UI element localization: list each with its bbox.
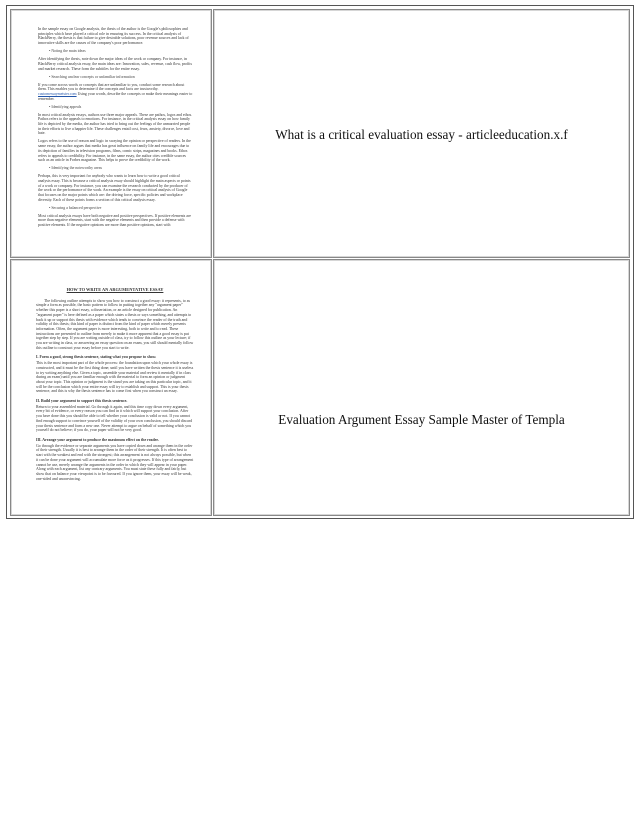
bullet-item: • Identifying the noteworthy areas xyxy=(49,166,193,171)
thumbnail-caption[interactable]: Evaluation Argument Essay Sample Master of Templa xyxy=(278,412,565,427)
caption-cell-1[interactable] xyxy=(213,9,630,258)
document-title: HOW TO WRITE AN ARGUMENTATIVE ESSAY xyxy=(66,287,164,292)
section-heading: II. Build your argument to support this thesis sentence. xyxy=(36,399,128,404)
document-page xyxy=(38,27,193,231)
thumbnail-grid xyxy=(6,5,634,519)
paragraph: Return to your assembled material. Go through it again, and this time copy down every argument, every bit of evidence, or every reason you can find in it which will support your conclusion. After you have done this you should be able to tell whether your conclusion is valid or not. If you cannot find enough support to convince yourself of the validity of your own conclusion, you should discard your thesis sentence and form a new one. Never attempt to argue on behalf of something which you yourself do not believe; if you do, your paper will not be very good. xyxy=(36,404,193,433)
thumbnail-critical-analysis-page[interactable] xyxy=(10,9,212,258)
paragraph: Go through the evidence or separate arguments you have copied down and arrange them in the order of their strength. Usually it is best to arrange them in the order of their strength. It is often best to start with the weakest and end with the strongest; this arrangement is not always possible, but when it can be done your argument will accumulate more force as it progresses. If this type of arrangement cannot be use, merely arrange the arguments in the order in which they will appear in your paper. Along with each argument, list any contrary arguments. You must state these fully and fairly, but show that on balance your viewpoint is to be favoured. If you ignore them, your essay will be weak, one-sided and unconvincing. xyxy=(36,443,194,481)
source-link[interactable]: customessaymeister.com xyxy=(38,91,77,96)
thumbnail-caption[interactable]: What is a critical evaluation essay - articleeducation.x.f xyxy=(275,127,568,142)
paragraph-text: If you come across words or concepts that are unfamiliar to you, conduct some research about them. This enables you to determine if the concepts and facts are trustworthy. xyxy=(38,82,185,92)
paragraph: Logos refers to the use of reason and logic in swaying the opinion or perspective of readers. In the same essay, the author argues that media has great influence on family life and encourages due to its depiction of families in television programs, films, comic strips, magazines and books. Ethos refers to appeals to credibility. For instance, in the same essay, the author cites credible sources such as an article in Forbes magazine. This helps to prove the credibility of the work. xyxy=(38,139,191,163)
section-heading: I. Form a good, strong thesis sentence, stating what you propose to show. xyxy=(36,355,157,360)
bullet-item: • Noting the main ideas xyxy=(49,49,193,54)
bullet-item: • Securing a balanced perspective xyxy=(49,206,193,211)
paragraph: Perhaps, this is very important for anybody who wants to learn how to write a good critical analysis essay. This is because a critical analysis essay should highlight the main aspects or points of a work or company. For instance, you can examine the research conducted by the producer of the work or the performance of the work. An example is the essay on critical analysis of Google that focuses on the major points which are: the driving force, specific policies and workplace diversity. Each of these points forms a section of this critical analysis essay. xyxy=(38,174,191,202)
bullet-item: • Searching unclear concepts or unfamiliar information xyxy=(49,75,193,80)
paragraph: This is the most important part of the whole process: the foundation upon which your whole essay is constructed, and it must be the first thing done; until you have written the thesis sentence it is useless to try writing anything else. Given a topic, assemble your material and review it mentally if in class during an exam) until you are familiar enough with the material to form an opinion or judgment about your topic. This opinion or judgment is the stand you are taking on this particular topic, and it will be the conclusion which your entire essay will try to establish and support. This is your thesis sentence, and this is why the thesis sentence has to come first when you construct an essay. xyxy=(36,361,194,394)
bullet-item: • Identifying appeals xyxy=(49,105,193,110)
paragraph: The following outline attempts to show you how to construct a good essay: it represents, to as simple a form as possible, the basic pattern to follow in putting together any "argument paper" whether this paper is a short essay, a dissertation, or an article designed for publication. An "argument paper" is here defined as a paper which states a thesis or says something, and attempts to back it up or support this thesis with evidence which tends to convince the reader of the truth and validity of this thesis; this kind of paper is distinct from the kind of paper which merely presents information. Often, the argument paper is more interesting, both to write and to read. These instructions are presented to outline from merely to make it more apparent that a good essay is put together step by step. If you are writing outside of class, try to follow this outline as your lecture; if you are writing in class, or answering an essay question on an exam, you still should mentally follow this outline to construct your essay before you start to write. xyxy=(36,298,194,350)
paragraph: After identifying the thesis, note down the major ideas of the work or company. For instance, in BlackBerry critical analysis essay, the main ideas are: Innovation, sales, revenue, cash flow, profits and market research. These form the subtitles for the entire essay. xyxy=(38,57,192,71)
section-heading: III. Arrange your argument to produce the maximum effect on the reader. xyxy=(36,437,159,442)
paragraph xyxy=(38,83,193,102)
document-page xyxy=(36,288,194,485)
paragraph: In the sample essay on Google analysis, the thesis of the author is the Google's philosophies and principles which have played a critical role in ensuring its success. In the critical analysis of BlackBerry, the thesis is that failure to give desirable solutions, poor revenue sources and lack of innovative skills are the causes of the company's poor performance. xyxy=(38,27,189,46)
paragraph: In most critical analysis essays, authors use three major appeals. These are pathos, logos and ethos. Pathos refers to the appeals to emotions. For instance, in the critical analysis essay on how family life is depicted by the media, the author has tried to bring out the feelings of the unmarried people in their efforts to live a happier life. These challenges entail cost, fears, anxiety, divorce, love and hate. xyxy=(38,112,193,136)
caption-cell-2[interactable] xyxy=(213,259,630,516)
thumbnail-argumentative-essay-page[interactable] xyxy=(10,259,212,516)
paragraph: Most critical analysis essays have both negative and positive perspectives. If positive elements are more than negative elements, start with the negative elements and then provide a defense with positive elements. If the negative opinions are more than positive opinions, start with xyxy=(38,213,191,228)
paragraph-text: Using your words, describe the concepts or make their meanings easier to remember. xyxy=(38,91,193,101)
